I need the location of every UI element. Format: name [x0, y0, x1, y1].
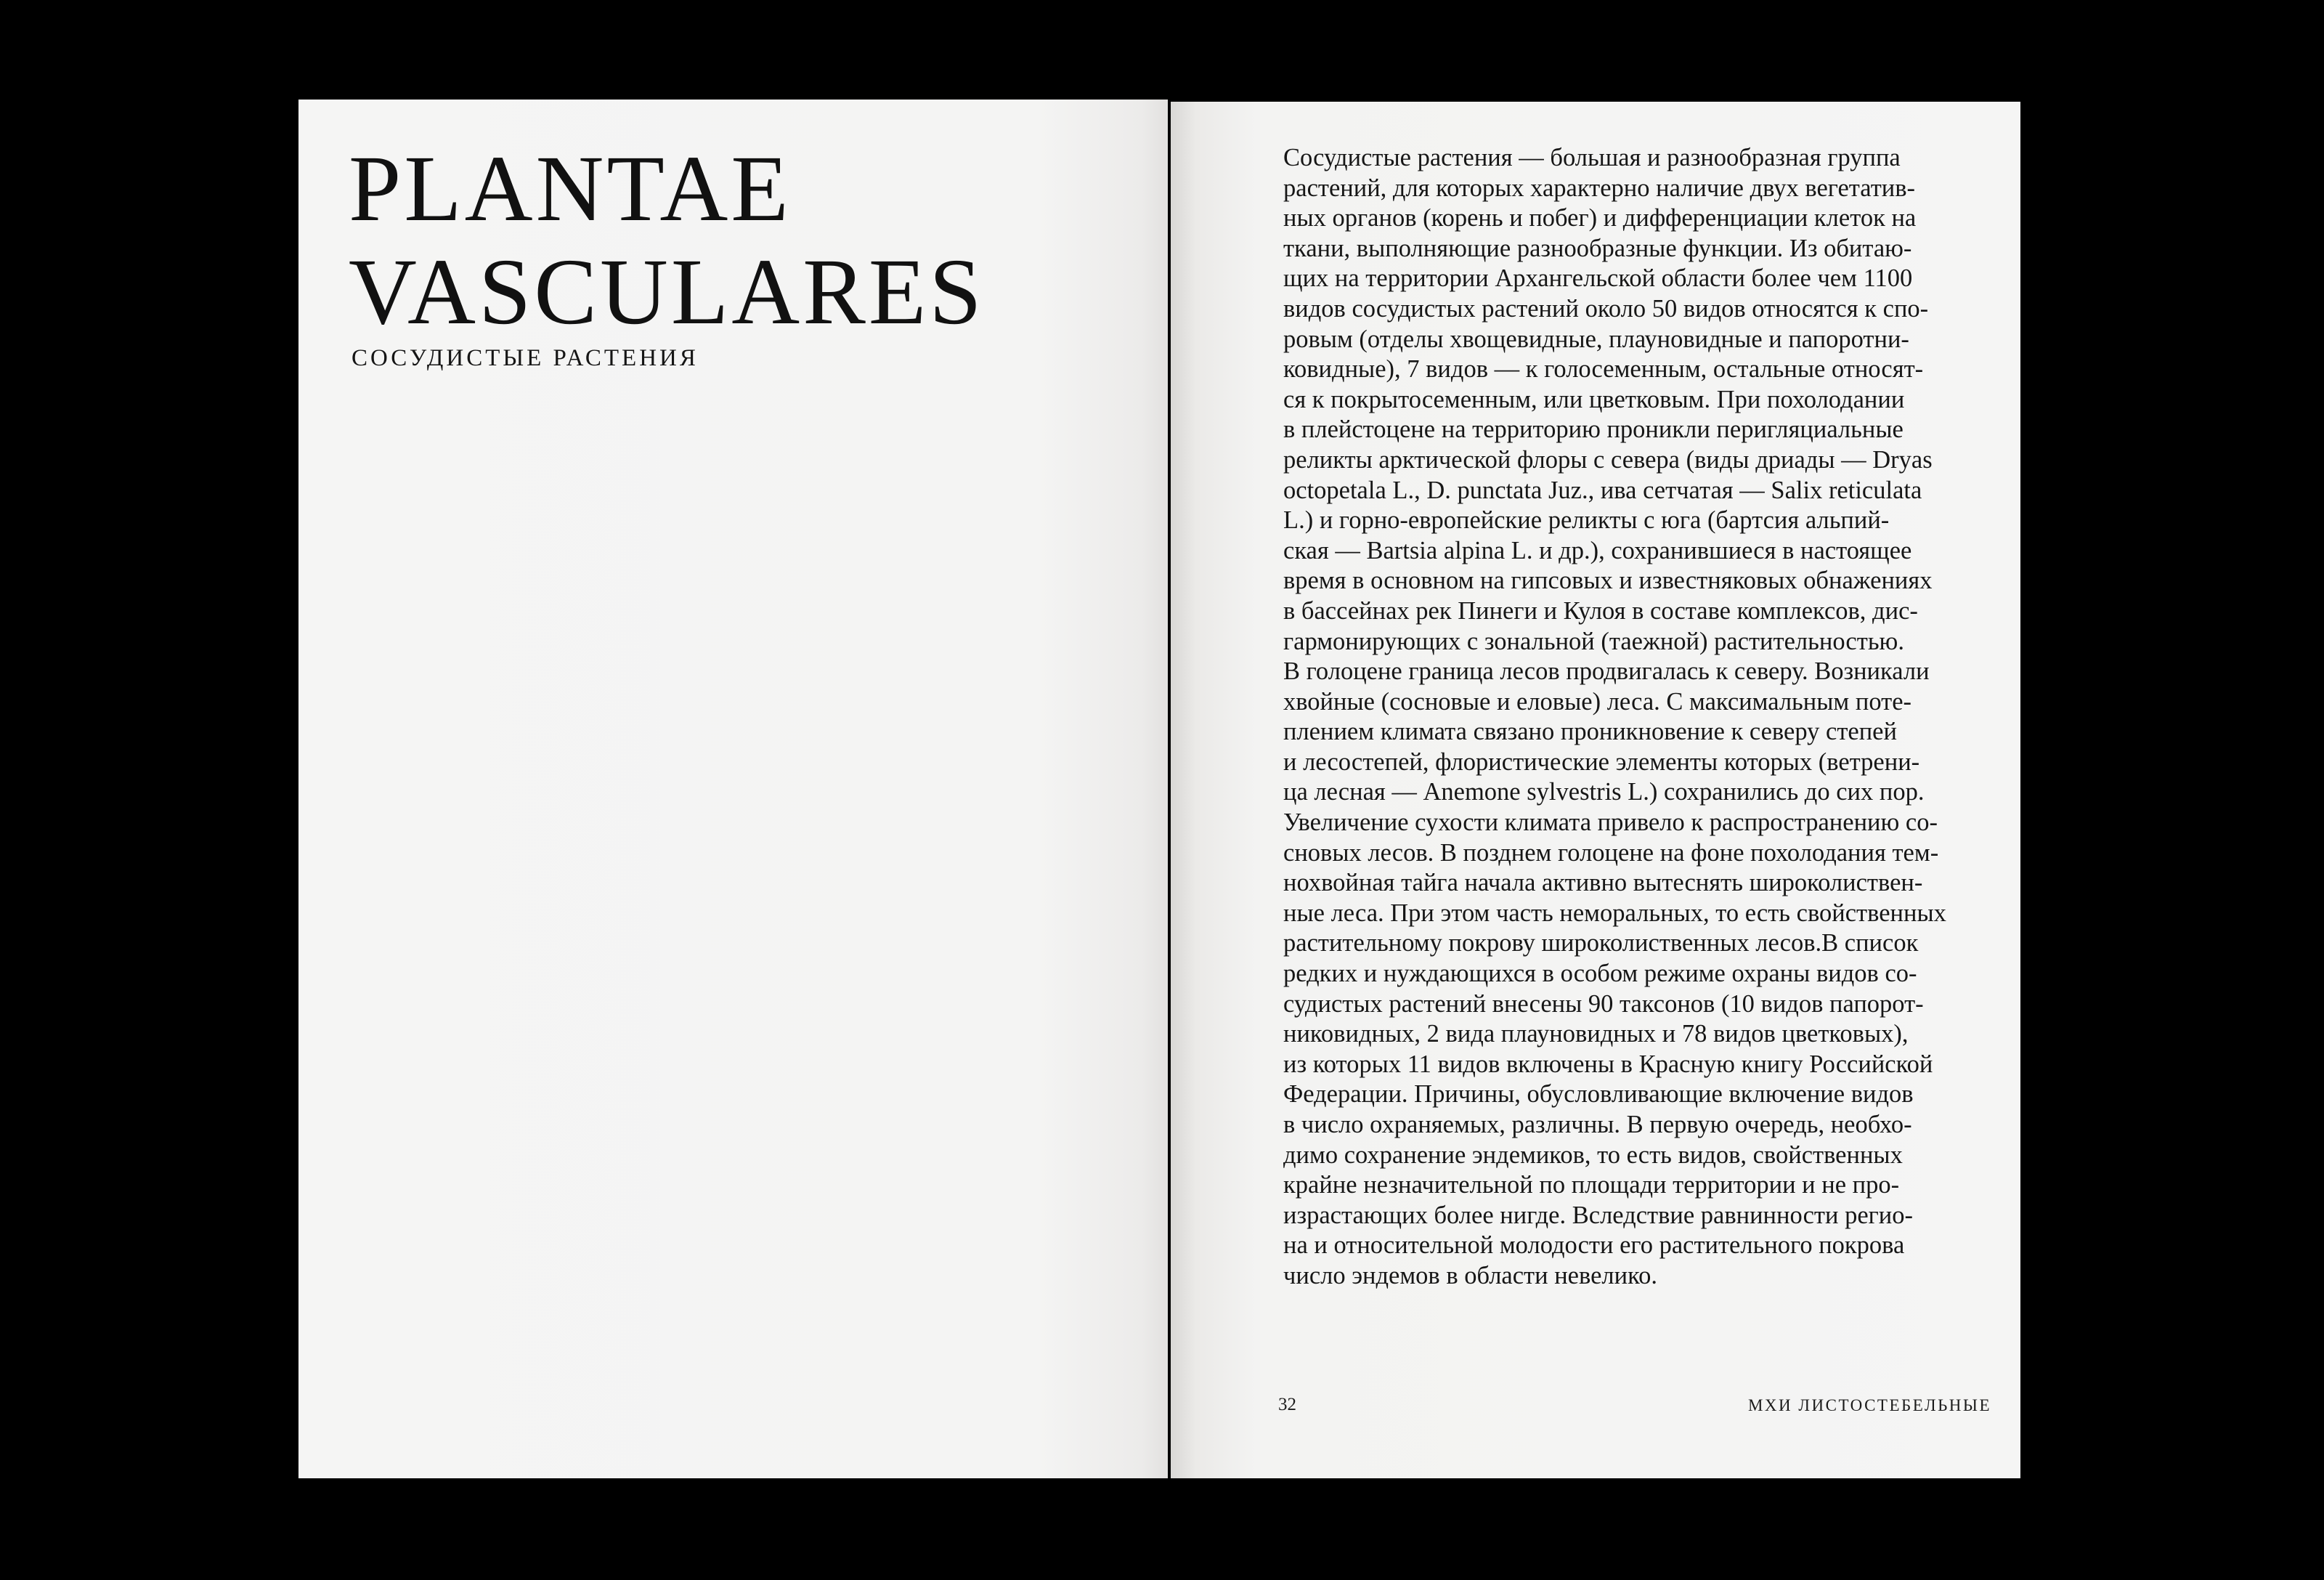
body-line: в число охраняемых, различны. В первую очередь, необхо- — [1283, 1111, 1912, 1138]
body-line: плением климата связано проникновение к северу степей — [1283, 718, 1897, 746]
right-page — [1171, 102, 2020, 1478]
running-footer: МХИ ЛИСТОСТЕБЕЛЬНЫЕ — [1747, 1396, 1991, 1414]
body-line: ные леса. При этом часть неморальных, то есть свойственных — [1283, 899, 1946, 927]
page-number: 32 — [1278, 1395, 1296, 1414]
body-line: из которых 11 видов включены в Красную книгу Российской — [1283, 1050, 1933, 1078]
page-title — [349, 137, 985, 344]
body-line: редких и нуждающихся в особом режиме охраны видов со- — [1283, 960, 1917, 988]
body-line: гармонирующих с зональной (таежной) растительностью. — [1283, 627, 1904, 655]
body-line: хвойные (сосновые и еловые) леса. С максимальным поте- — [1283, 687, 1912, 716]
body-line: ся к покрытосеменным, или цветковым. При похолодании — [1283, 385, 1905, 413]
body-line: нохвойная тайга начала активно вытеснять широколиствен- — [1283, 869, 1923, 897]
title-line-1: PLANTAE — [349, 137, 792, 241]
body-line: димо сохранение эндемиков, то есть видов, свойственных — [1283, 1141, 1903, 1169]
body-line: Федерации. Причины, обусловливающие включение видов — [1283, 1080, 1914, 1109]
body-line: L.) и горно-европейские реликты с юга (бартсия альпий- — [1283, 506, 1890, 535]
body-line: ца лесная — Anemone sylvestris L.) сохранились до сих пор. — [1283, 778, 1925, 806]
body-text — [1283, 143, 1977, 1292]
body-line: израстающих более нигде. Вследствие равнинности регио- — [1283, 1201, 1913, 1229]
body-line: реликты арктической флоры с севера (виды дриады — Dryas — [1283, 445, 1933, 474]
body-line: В голоцене граница лесов продвигалась к северу. Возникали — [1283, 657, 1930, 686]
body-line: Увеличение сухости климата привело к распространению со- — [1283, 809, 1938, 837]
body-line: число эндемов в области невелико. — [1283, 1261, 1657, 1289]
body-line: и лесостепей, флористические элементы которых (ветрени- — [1283, 748, 1920, 776]
body-line: на и относительной молодости его растительного покрова — [1283, 1231, 1905, 1260]
body-line: щих на территории Архангельской области более чем 1100 — [1283, 264, 1913, 293]
page-subtitle: СОСУДИСТЫЕ РАСТЕНИЯ — [352, 345, 699, 371]
body-line: ская — Bartsia alpina L. и др.), сохранившиеся в настоящее — [1283, 536, 1912, 564]
body-line: крайне незначительной по площади территории и не про- — [1283, 1171, 1900, 1199]
body-line: ткани, выполняющие разнообразные функции. Из обитаю- — [1283, 234, 1912, 262]
body-line: время в основном на гипсовых и известняковых обнажениях — [1283, 567, 1933, 595]
body-line: судистых растений внесены 90 таксонов (10 видов папорот- — [1283, 989, 1924, 1018]
body-line: сновых лесов. В позднем голоцене на фоне похолодания тем- — [1283, 838, 1939, 867]
body-line: растений, для которых характерно наличие двух вегетатив- — [1283, 174, 1916, 202]
body-line: растительному покрову широколиственных лесов.В список — [1283, 929, 1919, 957]
body-line: ковидные), 7 видов — к голосеменным, остальные относят- — [1283, 355, 1924, 384]
left-page — [298, 100, 1168, 1478]
title-line-2: VASCULARES — [349, 240, 985, 344]
body-line: ных органов (корень и побег) и дифференциации клеток на — [1283, 204, 1917, 232]
body-line: Сосудистые растения — большая и разнообразная группа — [1283, 144, 1901, 171]
body-line: в бассейнах рек Пинеги и Кулоя в составе комплексов, дис- — [1283, 596, 1918, 625]
body-line: никовидных, 2 вида плауновидных и 78 видов цветковых), — [1283, 1020, 1909, 1048]
body-line: в плейстоцене на территорию проникли перигляциальные — [1283, 416, 1904, 444]
body-line: видов сосудистых растений около 50 видов относятся к спо- — [1283, 294, 1929, 323]
body-line: ровым (отделы хвощевидные, плауновидные и папоротни- — [1283, 325, 1909, 353]
body-line: octopetala L., D. punctata Juz., ива сетчатая — Salix reticulata — [1283, 476, 1922, 504]
